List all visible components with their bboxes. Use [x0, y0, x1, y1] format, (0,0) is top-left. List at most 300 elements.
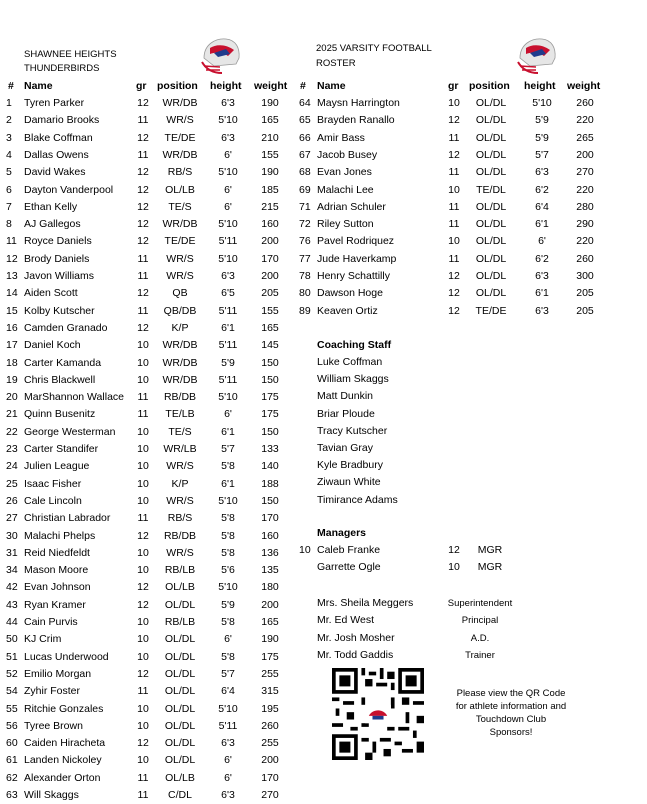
player-height: 5'8 [221, 512, 235, 525]
player-position: OL/LB [165, 771, 195, 784]
player-weight: 315 [261, 685, 279, 698]
player-weight: 255 [261, 737, 279, 750]
manager-row [0, 542, 647, 559]
player-height: 6'3 [221, 97, 235, 109]
player-name: Lucas Underwood [24, 650, 109, 663]
player-position: K/P [171, 321, 189, 334]
player-name: Ryan Kramer [24, 598, 86, 611]
player-height: 5'11 [218, 339, 238, 352]
player-height: 5'8 [221, 546, 235, 559]
player-number: 54 [6, 685, 18, 698]
player-height: 5'6 [221, 564, 235, 577]
player-weight: 200 [261, 754, 279, 767]
player-name: Blake Coffman [24, 131, 93, 144]
player-grade: 10 [137, 356, 149, 369]
player-height: 6'3 [221, 789, 235, 801]
player-name: Damario Brooks [24, 114, 100, 127]
player-number: 11 [6, 235, 17, 248]
player-number: 14 [6, 287, 18, 300]
player-weight: 170 [261, 252, 279, 265]
coach-name: Matt Dunkin [317, 390, 374, 403]
admin-row [0, 612, 647, 629]
player-name: Landen Nickoley [24, 754, 102, 767]
player-grade: 10 [137, 754, 149, 767]
player-number: 55 [6, 702, 18, 715]
player-position: OL/DL [164, 667, 196, 680]
player-weight: 150 [261, 494, 279, 507]
roster-row [0, 510, 647, 527]
player-grade: 10 [448, 183, 460, 196]
admin-row [0, 647, 647, 664]
player-position: OL/DL [475, 131, 507, 144]
player-name: Ritchie Gonzales [24, 702, 104, 715]
player-number: 89 [299, 304, 311, 317]
player-number: 15 [6, 304, 18, 317]
player-height: 5'9 [221, 356, 235, 369]
player-grade: 12 [448, 287, 460, 300]
player-number: 31 [6, 546, 18, 559]
player-position: WR/S [166, 270, 194, 282]
player-position: WR/LB [163, 443, 197, 455]
player-name: Camden Granado [24, 321, 108, 334]
player-number: 26 [6, 494, 18, 507]
player-height: 6'4 [535, 200, 549, 213]
player-position: WR/S [166, 460, 194, 473]
header-weight: weight [567, 80, 601, 92]
qr-note-line2: for athlete information and [455, 701, 567, 712]
manager-role: MGR [477, 561, 503, 574]
roster-row [0, 216, 647, 233]
player-grade: 11 [137, 771, 149, 784]
player-height: 5'10 [218, 702, 238, 715]
player-height: 5'7 [535, 148, 549, 161]
right-column-headers [0, 78, 647, 95]
player-name: Quinn Busenitz [24, 408, 96, 421]
admin-title: Superintendent [447, 598, 513, 609]
player-height: 5'10 [218, 494, 238, 507]
player-position: OL/DL [164, 598, 196, 611]
player-grade: 10 [137, 494, 149, 507]
player-name: David Wakes [24, 166, 86, 179]
player-weight: 260 [576, 252, 594, 265]
manager-name: Caleb Franke [317, 544, 381, 556]
player-weight: 150 [261, 425, 279, 438]
player-grade: 12 [137, 529, 149, 542]
player-weight: 145 [261, 339, 279, 352]
player-weight: 165 [261, 616, 279, 628]
roster-row [0, 770, 647, 787]
player-number: 56 [6, 719, 18, 732]
player-grade: 12 [137, 218, 149, 231]
admin-title: A.D. [470, 632, 490, 644]
player-grade: 10 [137, 564, 149, 577]
player-grade: 10 [137, 702, 149, 715]
admin-row [0, 595, 647, 612]
player-weight: 260 [576, 97, 594, 109]
player-number: 52 [6, 667, 18, 680]
player-weight: 160 [261, 529, 279, 542]
player-weight: 140 [261, 460, 279, 473]
player-name: Javon Williams [24, 270, 95, 282]
admin-name: Mr. Todd Gaddis [317, 648, 394, 661]
player-grade: 10 [137, 477, 149, 490]
player-name: Dallas Owens [24, 148, 89, 161]
player-weight: 175 [261, 408, 279, 421]
player-grade: 11 [137, 685, 149, 698]
header-height: height [524, 80, 556, 92]
roster-row [0, 182, 647, 199]
player-name: Amir Bass [317, 131, 365, 144]
player-grade: 11 [137, 270, 149, 282]
player-height: 5'9 [535, 131, 549, 144]
player-position: OL/DL [475, 270, 507, 282]
player-number: 6 [6, 183, 12, 196]
admin-name: Mr. Ed West [317, 614, 374, 627]
coach-name: Kyle Bradbury [317, 459, 383, 472]
player-height: 6'5 [221, 287, 235, 300]
player-number: 16 [6, 321, 18, 334]
player-weight: 180 [261, 581, 279, 594]
player-position: TE/DE [475, 304, 507, 317]
team-name: THUNDERBIRDS [24, 63, 100, 74]
player-number: 30 [6, 529, 18, 542]
manager-role: MGR [477, 544, 503, 556]
player-name: Cale Lincoln [24, 494, 82, 507]
player-height: 5'9 [535, 114, 549, 127]
player-number: 17 [6, 339, 18, 352]
player-height: 6'4 [221, 685, 235, 698]
player-height: 6' [224, 408, 232, 421]
player-height: 5'10 [218, 114, 238, 127]
player-weight: 200 [261, 235, 279, 248]
player-grade: 11 [137, 391, 149, 404]
player-grade: 12 [137, 235, 149, 248]
player-weight: 150 [261, 373, 279, 386]
player-grade: 10 [448, 97, 460, 109]
player-height: 6'3 [535, 166, 549, 179]
player-number: 80 [299, 287, 311, 300]
player-weight: 270 [261, 789, 279, 801]
player-weight: 165 [261, 321, 279, 334]
player-height: 6'3 [221, 737, 235, 750]
player-weight: 255 [261, 667, 279, 680]
player-height: 6'1 [221, 321, 235, 334]
player-name: George Westerman [24, 425, 116, 438]
player-grade: 12 [137, 598, 149, 611]
player-grade: 11 [137, 148, 149, 161]
player-name: Dayton Vanderpool [24, 183, 114, 196]
player-height: 6'1 [221, 477, 235, 490]
player-number: 50 [6, 633, 18, 646]
player-name: Carter Kamanda [24, 356, 102, 369]
roster-row [0, 95, 647, 112]
player-name: Isaac Fisher [24, 477, 82, 490]
player-grade: 11 [448, 252, 460, 265]
player-position: C/DL [168, 789, 192, 801]
player-position: OL/DL [475, 97, 507, 109]
player-name: Keaven Ortiz [317, 304, 378, 317]
player-grade: 10 [137, 719, 149, 732]
player-position: K/P [171, 477, 189, 490]
player-position: OL/LB [165, 183, 195, 196]
player-number: 18 [6, 356, 18, 369]
header-grade: gr [448, 80, 459, 92]
player-height: 5'8 [221, 529, 235, 542]
player-height: 6' [224, 633, 232, 646]
player-number: 72 [299, 218, 311, 231]
player-position: OL/DL [475, 252, 507, 265]
player-number: 61 [6, 754, 18, 767]
qr-code[interactable] [332, 668, 424, 760]
player-number: 60 [6, 737, 18, 750]
player-number: 76 [299, 235, 311, 248]
manager-name: Garrette Ogle [317, 561, 381, 574]
qr-note-line4: Sponsors! [489, 727, 533, 738]
player-height: 5'10 [532, 97, 552, 109]
header-grade: gr [136, 80, 147, 92]
player-weight: 200 [576, 148, 594, 161]
player-grade: 11 [448, 200, 460, 213]
player-grade: 11 [137, 252, 149, 265]
player-grade: 11 [448, 166, 460, 179]
player-position: OL/DL [164, 685, 196, 698]
managers-heading: Managers [317, 527, 367, 539]
admin-title: Principal [461, 615, 499, 627]
header-position: position [157, 80, 198, 92]
player-position: OL/DL [164, 650, 196, 663]
player-position: WR/DB [162, 148, 198, 161]
player-position: TE/S [168, 425, 192, 438]
player-position: RB/S [167, 166, 193, 179]
player-position: OL/DL [164, 737, 196, 750]
player-grade: 12 [137, 166, 149, 179]
player-name: Emilio Morgan [24, 667, 92, 680]
player-grade: 12 [137, 581, 149, 594]
player-height: 5'10 [218, 166, 238, 179]
player-weight: 220 [576, 114, 594, 127]
player-height: 6' [224, 148, 232, 161]
player-weight: 220 [576, 235, 594, 248]
player-position: TE/LB [165, 408, 195, 421]
player-position: OL/DL [475, 166, 507, 179]
roster-title: 2025 VARSITY FOOTBALL [316, 43, 432, 54]
player-name: Maysn Harrington [317, 97, 400, 109]
player-position: WR/S [166, 494, 194, 507]
player-position: TE/DL [476, 183, 506, 196]
player-grade: 10 [137, 443, 149, 455]
player-number: 20 [6, 391, 18, 404]
player-weight: 205 [261, 287, 279, 300]
player-grade: 12 [137, 200, 149, 213]
player-position: OL/DL [475, 235, 507, 248]
player-grade: 10 [137, 616, 149, 628]
player-number: 65 [299, 114, 311, 127]
player-grade: 12 [137, 667, 149, 680]
player-grade: 11 [137, 304, 149, 317]
player-number: 8 [6, 218, 12, 231]
player-name: Jacob Busey [317, 148, 378, 161]
roster-subtitle: ROSTER [316, 58, 356, 69]
roster-row [0, 579, 647, 596]
player-position: RB/DB [163, 391, 197, 404]
player-weight: 300 [576, 270, 594, 282]
header-name: Name [317, 80, 346, 92]
player-height: 6'1 [535, 218, 549, 231]
player-height: 6' [538, 235, 546, 248]
player-number: 27 [6, 512, 18, 525]
player-weight: 215 [261, 200, 279, 213]
player-position: OL/DL [475, 218, 507, 231]
roster-row [0, 787, 647, 804]
player-weight: 170 [261, 771, 279, 784]
player-height: 6'1 [535, 287, 549, 300]
player-position: WR/DB [162, 339, 198, 352]
player-grade: 11 [137, 408, 149, 421]
school-name: SHAWNEE HEIGHTS [24, 49, 117, 60]
player-position: WR/S [166, 252, 194, 265]
player-height: 6'3 [221, 131, 235, 144]
player-position: QB [172, 287, 188, 300]
player-name: Alexander Orton [24, 771, 101, 784]
player-number: 42 [6, 581, 18, 594]
player-position: OL/DL [164, 702, 196, 715]
player-name: Tyren Parker [24, 97, 85, 109]
player-name: Chris Blackwell [24, 373, 96, 386]
player-number: 5 [6, 166, 12, 179]
player-weight: 155 [261, 304, 279, 317]
player-number: 19 [6, 373, 18, 386]
roster-row [0, 320, 647, 337]
player-name: Jude Haverkamp [317, 252, 397, 265]
player-number: 66 [299, 131, 311, 144]
player-position: QB/DB [163, 304, 197, 317]
header-weight: weight [254, 80, 288, 92]
player-weight: 155 [261, 148, 279, 161]
roster-row [0, 268, 647, 285]
player-height: 5'10 [218, 252, 238, 265]
player-weight: 200 [261, 270, 279, 282]
player-grade: 10 [137, 373, 149, 386]
player-weight: 190 [261, 633, 279, 646]
player-weight: 280 [576, 200, 594, 213]
player-name: Malachi Phelps [24, 529, 96, 542]
player-number: 78 [299, 270, 311, 282]
player-number: 51 [6, 650, 18, 663]
player-weight: 150 [261, 356, 279, 369]
player-name: Carter Standifer [24, 443, 99, 455]
roster-row [0, 233, 647, 250]
player-name: Brody Daniels [24, 252, 90, 265]
player-weight: 205 [576, 287, 594, 300]
player-grade: 12 [137, 183, 149, 196]
player-name: Riley Sutton [317, 218, 374, 231]
roster-row [0, 285, 647, 302]
player-weight: 205 [576, 304, 594, 317]
player-weight: 175 [261, 391, 279, 404]
player-number: 12 [6, 252, 18, 265]
player-height: 5'10 [218, 218, 238, 231]
player-height: 6'1 [221, 425, 235, 438]
player-height: 5'10 [218, 391, 238, 404]
player-position: WR/S [166, 546, 194, 559]
player-name: Evan Jones [317, 166, 372, 179]
admin-row [0, 630, 647, 647]
player-weight: 135 [261, 564, 279, 577]
player-grade: 10 [137, 633, 149, 646]
player-weight: 290 [576, 218, 594, 231]
player-position: RB/LB [164, 564, 196, 577]
player-number: 68 [299, 166, 311, 179]
player-weight: 220 [576, 183, 594, 196]
player-number: 4 [6, 148, 12, 161]
player-grade: 11 [448, 218, 460, 231]
player-grade: 11 [137, 512, 149, 525]
player-position: OL/LB [165, 581, 195, 594]
qr-note-line3: Touchdown Club [475, 714, 547, 725]
player-weight: 200 [261, 598, 279, 611]
player-position: WR/DB [162, 218, 198, 231]
player-weight: 195 [261, 702, 279, 715]
player-name: Evan Johnson [24, 581, 91, 594]
roster-row [0, 251, 647, 268]
player-height: 6'3 [535, 270, 549, 282]
roster-row [0, 112, 647, 129]
qr-note-line1: Please view the QR Code [456, 688, 566, 699]
player-name: Reid Niedfeldt [24, 546, 90, 559]
player-number: 13 [6, 270, 18, 282]
player-grade: 11 [448, 131, 460, 144]
player-position: OL/DL [164, 719, 196, 732]
manager-grade: 10 [448, 561, 460, 574]
helmet-logo-right [514, 36, 558, 76]
player-number: 23 [6, 443, 18, 455]
player-weight: 190 [261, 97, 279, 109]
player-height: 6' [224, 754, 232, 767]
player-grade: 12 [448, 114, 460, 127]
player-weight: 165 [261, 114, 279, 127]
player-position: WR/DB [162, 373, 198, 386]
player-position: WR/DB [162, 356, 198, 369]
player-position: OL/DL [164, 633, 196, 646]
player-height: 6'2 [535, 252, 549, 265]
player-height: 5'7 [221, 667, 235, 680]
header-position: position [469, 80, 510, 92]
player-number: 62 [6, 771, 18, 784]
player-name: Adrian Schuler [317, 200, 386, 213]
player-weight: 270 [576, 166, 594, 179]
coach-name: Timirance Adams [317, 493, 398, 506]
player-number: 2 [6, 114, 12, 127]
player-name: MarShannon Wallace [24, 391, 124, 404]
player-height: 5'11 [218, 373, 238, 386]
player-grade: 10 [137, 650, 149, 663]
player-grade: 10 [137, 339, 149, 352]
player-height: 5'11 [218, 719, 238, 732]
player-weight: 188 [261, 477, 279, 490]
player-number: 64 [299, 97, 311, 109]
player-number: 22 [6, 425, 18, 438]
player-number: 3 [6, 131, 12, 144]
roster-row [0, 130, 647, 147]
player-name: Zyhir Foster [24, 685, 81, 698]
player-name: Dawson Hoge [317, 287, 383, 300]
player-name: Kolby Kutscher [24, 304, 95, 317]
player-weight: 133 [261, 443, 279, 455]
header-num: # [8, 80, 14, 92]
manager-row [0, 559, 647, 576]
player-grade: 11 [137, 789, 149, 801]
player-number: 21 [6, 408, 18, 421]
